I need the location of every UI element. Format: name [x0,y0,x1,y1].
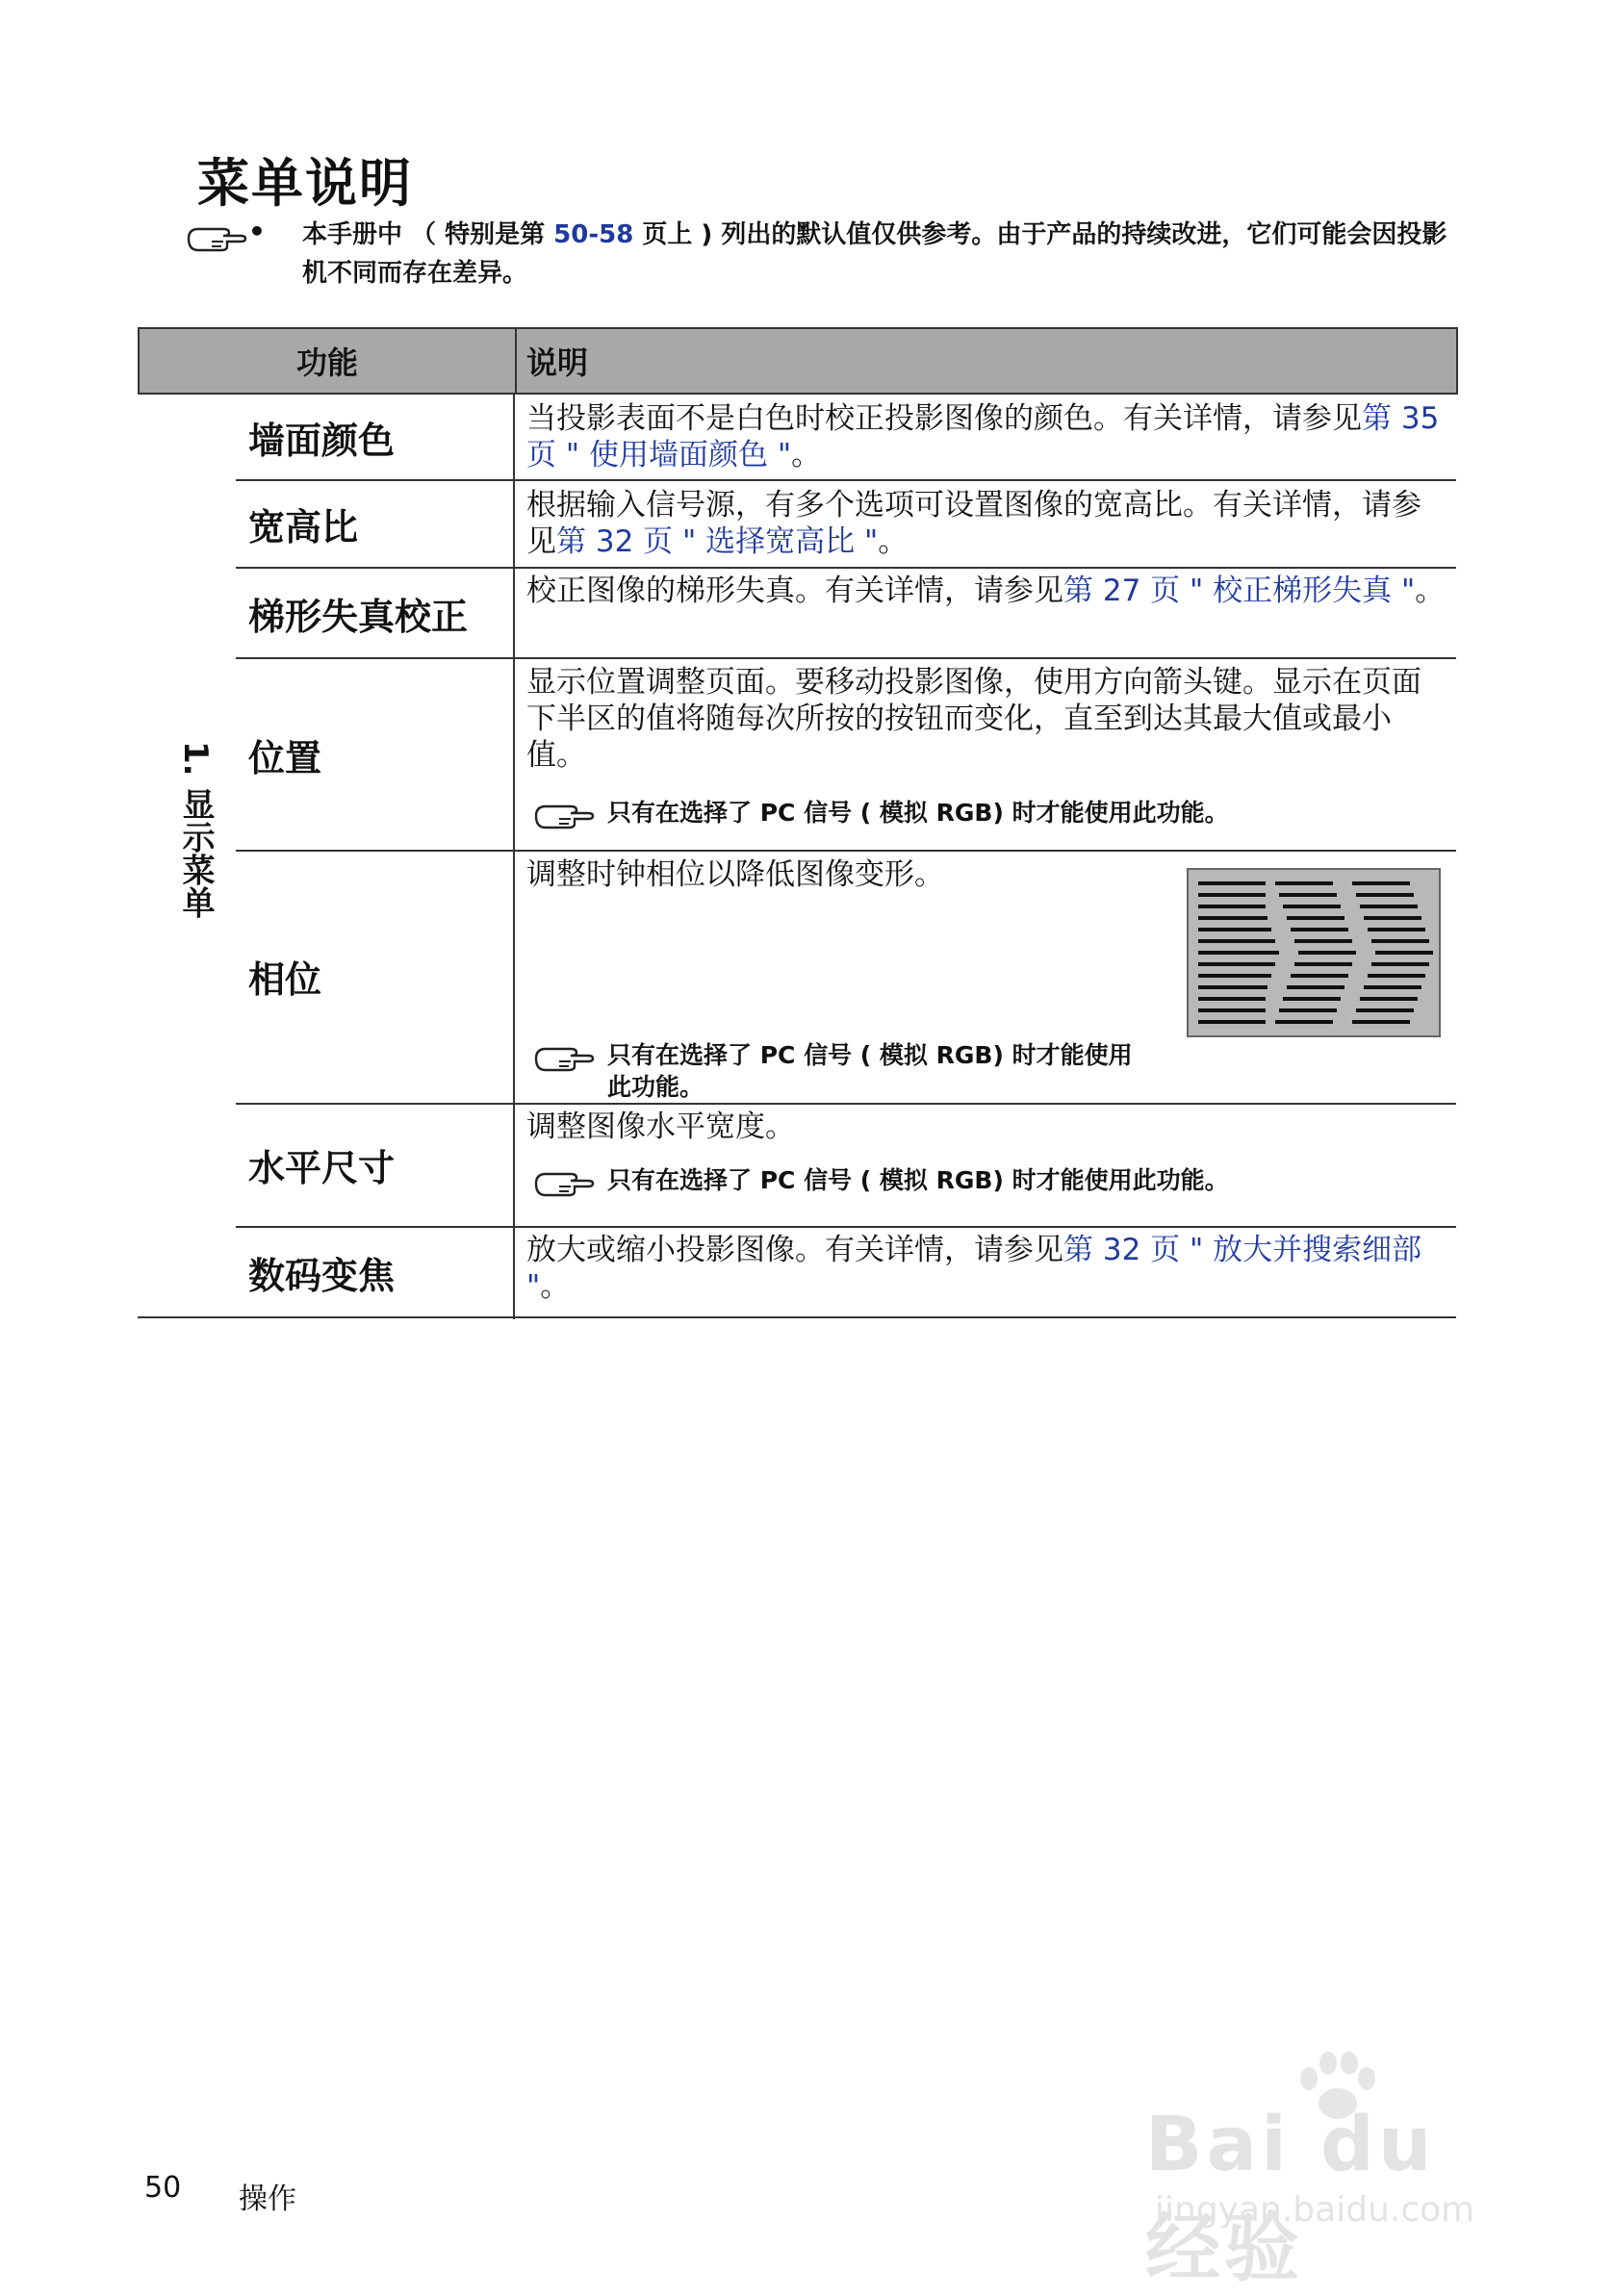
watermark [1145,2050,1530,2292]
phase-distortion-illustration [1187,868,1441,1037]
function-description: 显示位置调整页面。要移动投影图像，使用方向箭头键。显示在页面下半区的值将随每次所按的按钮而变化，直至到达其最大值或最小值。 [526,665,1421,773]
section-label: 1. 显示菜单 [176,741,215,919]
pointing-hand-icon [532,1041,596,1076]
pointing-hand-icon [532,1166,596,1201]
page-range-link[interactable]: 50-58 [553,220,634,249]
footer-section: 操作 [239,2182,296,2216]
note-text: 本手册中 （ 特别是第 50-58 页上 ) 列出的默认值仅供参考。由于产品的持续改进，它们可能会因投影机不同而存在差异。 [302,220,1447,288]
menu-description-table: 功能 说明 1. 显示菜单 墙面颜色 当投影表面不是白色时校正投影图像的颜色。有关详情，请参见第 35 页 " 使用墙面颜色 "。 宽高比 根据输入信号源，有多个选项可设置图像的宽高比。有关详情，请参见第 32 页 " 选择宽高比 "。 梯形失真校正 校正图像的梯形失真。有关详情，请参见第 27 页 " 校正梯形失真 "。 位置 显示位置调整页面。要移动投影图像，使用方向箭头键。显示在页面下半区的值将随每次所按的按钮而变化，直至到达其最大值或最小值。 只有在选择了 PC 信号 ( 模拟 RGB) 时才能使用此功能。 相位 调整时钟相位以降低图像变形。 只有在选择了 PC 信号 ( 模拟 RGB) 时才能使用此功能。 水平尺寸 调整图像水平宽度。 只有在选择了 PC 信号 ( 模拟 RGB) 时才能使用此功能。 数码变焦 放大或缩小投影图像。有关详情，请参见第 32 页 " 放大并搜索细部 "。 [138,327,1456,1318]
watermark-url: jingyan.baidu.com [1155,2190,1475,2230]
function-name: 位置 [248,736,322,779]
header-description: 说明 [526,344,589,381]
cross-reference-link[interactable]: 第 32 页 " 选择宽高比 " [556,524,879,559]
watermark-brand: Bai du 经验 [1145,2102,1436,2292]
function-description: 放大或缩小投影图像。有关详情，请参见第 32 页 " 放大并搜索细部 "。 [526,1233,1422,1304]
page-title: 菜单说明 [197,153,413,214]
note-bullet: • [248,216,266,247]
function-name: 梯形失真校正 [248,595,469,638]
function-description: 调整时钟相位以降低图像变形。 [526,857,944,892]
function-name: 数码变焦 [248,1254,396,1297]
function-name: 相位 [248,957,322,1001]
function-name: 水平尺寸 [248,1146,396,1189]
header-function: 功能 [295,344,358,381]
page-number: 50 [144,2171,182,2205]
cross-reference-link[interactable]: 第 35 页 " 使用墙面颜色 " [526,401,1440,472]
cross-reference-link[interactable]: 第 32 页 " 放大并搜索细部 " [526,1233,1422,1304]
function-description: 调整图像水平宽度。 [526,1110,795,1144]
function-description: 当投影表面不是白色时校正投影图像的颜色。有关详情，请参见第 35 页 " 使用墙面颜色 "。 [526,401,1440,472]
function-description: 根据输入信号源，有多个选项可设置图像的宽高比。有关详情，请参见第 32 页 " 选择宽高比 "。 [526,488,1421,559]
table-header [138,327,1458,395]
function-description: 校正图像的梯形失真。有关详情，请参见第 27 页 " 校正梯形失真 "。 [526,574,1446,608]
cross-reference-link[interactable]: 第 27 页 " 校正梯形失真 " [1063,574,1416,608]
function-name: 墙面颜色 [248,419,396,462]
pointing-hand-icon [532,799,596,833]
function-name: 宽高比 [248,505,359,548]
pointing-hand-icon [185,221,248,256]
